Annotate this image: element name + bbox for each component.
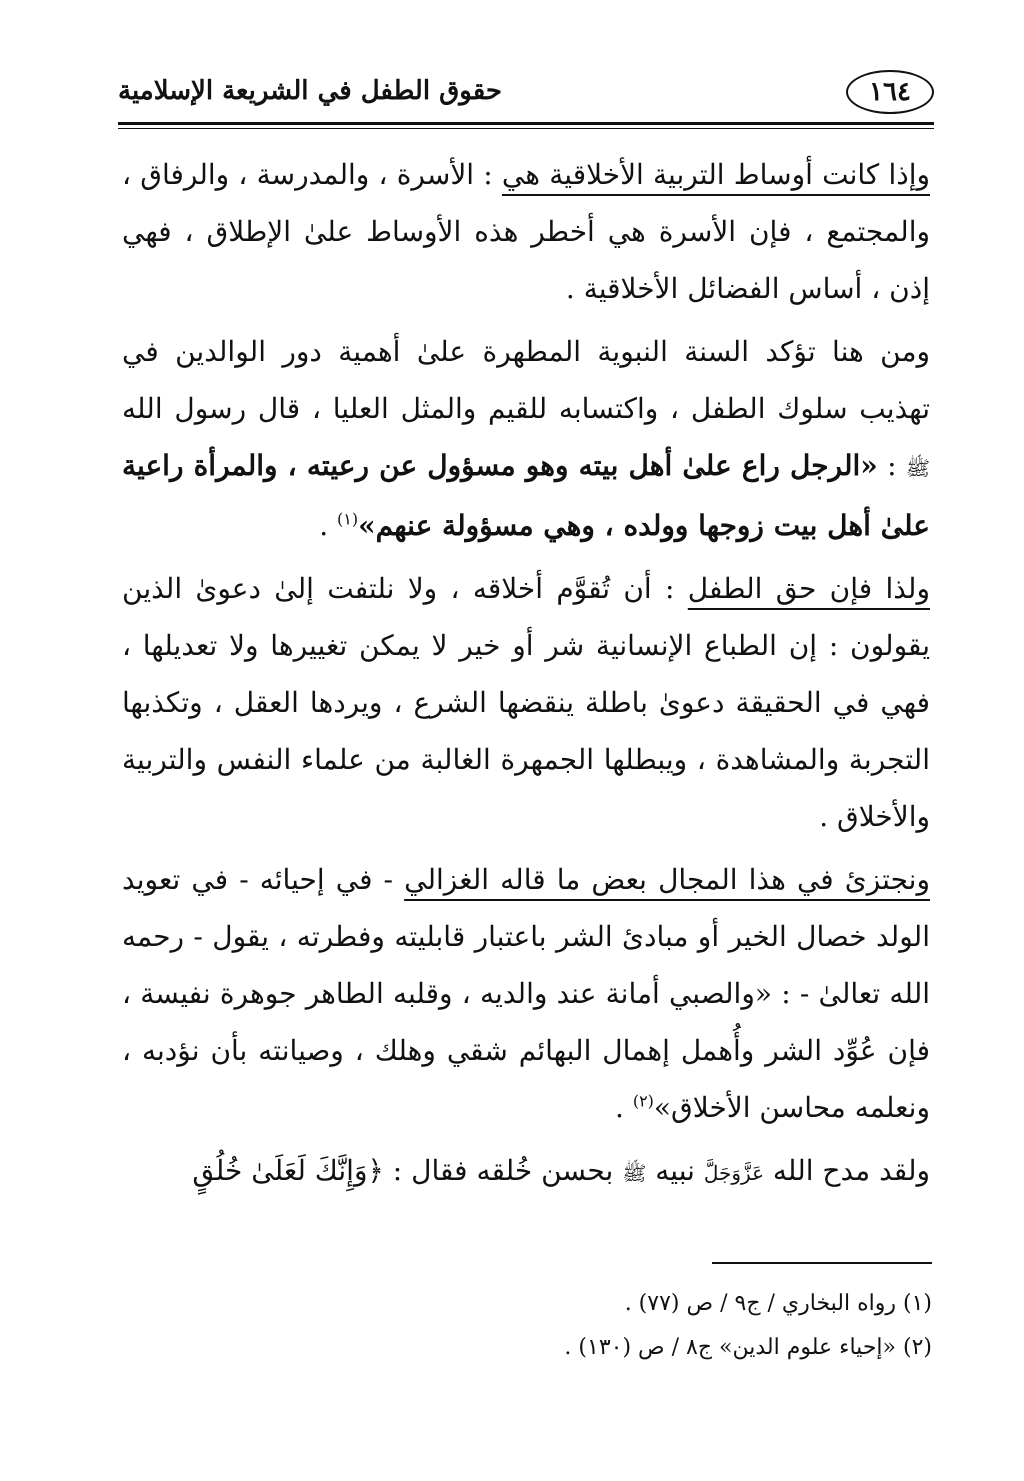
body-text — [122, 146, 930, 1208]
paragraph-3 — [122, 560, 930, 845]
footnote-2: (٢) «إحياء علوم الدين» ج٨ / ص (١٣٠) . — [564, 1335, 932, 1360]
header-rule-thick — [118, 122, 934, 125]
paragraph-text: بحسن خُلقه فقال : — [392, 1154, 614, 1187]
paragraph-text: - في إحيائه - في تعويد الولد خصال الخير أو مبادئ الشر باعتبار قابليته وفطرته ، يقول - رحمه الله تعالىٰ - : «والصبي أمانة عند والديه ، وقلبه الطاهر جوهرة نفيسة ، فإن عُوِّد الشر وأُهمل إهمال البهائم شقي وهلك ، وصيانته بأن نؤدبه ، ونعلمه محاسن الأخلاق» — [122, 863, 930, 1124]
footnote-ref-2[interactable]: (٢) — [632, 1091, 654, 1111]
paragraph-text: : الأسرة ، والمدرسة ، والرفاق ، والمجتمع ، فإن الأسرة هي أخطر هذه الأوساط علىٰ الإطلاق ، فهي إذن ، أساس الفضائل الأخلاقية . — [122, 158, 930, 305]
quran-verse: ﴿وَإِنَّكَ لَعَلَىٰ خُلُقٍ — [192, 1154, 384, 1187]
paragraph-2 — [122, 323, 930, 554]
salawat-glyph: ﷺ — [622, 1161, 647, 1185]
paragraph-text: ولقد مدح الله — [772, 1154, 930, 1187]
paragraph-5 — [122, 1142, 930, 1202]
footnotes — [122, 1282, 932, 1370]
paragraph-1 — [122, 146, 930, 317]
footnote-separator — [712, 1262, 932, 1264]
paragraph-4 — [122, 851, 930, 1136]
paragraph-punct: . — [319, 509, 329, 542]
page-number: ١٦٤ — [846, 70, 934, 114]
paragraph-lead: وإذا كانت أوساط التربية الأخلاقية هي — [501, 158, 930, 191]
paragraph-punct: . — [615, 1091, 624, 1124]
paragraph-punct: : — [887, 449, 897, 482]
footnote-1: (١) رواه البخاري / ج٩ / ص (٧٧) . — [624, 1291, 932, 1316]
salawat-glyph: ﷺ — [905, 456, 931, 480]
azza-wajal-glyph: عَزَّوَجَلَّ — [703, 1161, 765, 1185]
paragraph-text: ومن هنا تؤكد السنة النبوية المطهرة علىٰ أهمية دور الوالدين في تهذيب سلوك الطفل ، واكتسابه للقيم والمثل العليا ، قال رسول الله — [122, 335, 930, 425]
page-header — [118, 66, 934, 120]
footnote-ref-1[interactable]: (١) — [337, 509, 359, 529]
paragraph-lead: ولذا فإن حق الطفل — [687, 572, 930, 605]
paragraph-text: نبيه — [655, 1154, 695, 1187]
header-rule-thin — [118, 128, 934, 129]
hadith-quote: «الرجل راع علىٰ أهل بيته وهو مسؤول عن رعيته ، والمرأة راعية علىٰ أهل بيت زوجها وولده ، وهي مسؤولة عنهم» — [122, 449, 930, 542]
paragraph-text: : أن تُقوَّم أخلاقه ، ولا نلتفت إلىٰ دعوىٰ الذين يقولون : إن الطباع الإنسانية شر أو خير لا يمكن تغييرها ولا تعديلها ، فهي في الحقيقة دعوىٰ باطلة ينقضها الشرع ، ويردها العقل ، وتكذبها التجربة والمشاهدة ، ويبطلها الجمهرة الغالبة من علماء النفس والتربية والأخلاق . — [122, 572, 930, 833]
running-title: حقوق الطفل في الشريعة الإسلامية — [118, 76, 502, 106]
paragraph-lead: ونجتزئ في هذا المجال بعض ما قاله الغزالي — [404, 863, 930, 896]
